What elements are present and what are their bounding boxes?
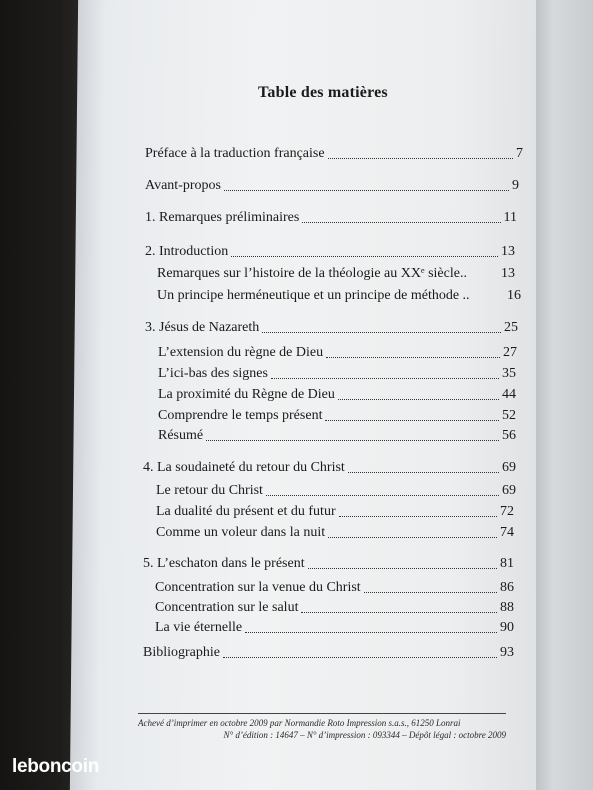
- toc-entry-label: Concentration sur la venue du Christ: [155, 580, 361, 595]
- toc-entry-label: 2. Introduction: [145, 244, 229, 259]
- dot-leader: [308, 567, 497, 569]
- dot-leader: [364, 591, 497, 593]
- dot-leader: [338, 398, 499, 400]
- toc-entry-page: 7: [516, 146, 523, 161]
- dot-leader: [328, 536, 497, 538]
- toc-entry: [158, 345, 517, 361]
- dot-leader: [262, 331, 501, 333]
- leboncoin-watermark: leboncoin: [12, 756, 100, 777]
- dot-leader: [271, 377, 499, 379]
- toc-entry: [156, 483, 516, 499]
- colophon-line-1: Achevé d’imprimer en octobre 2009 par Normandie Roto Impression s.a.s., 61250 Lonrai: [138, 718, 461, 728]
- toc-entry-page: 90: [500, 620, 514, 635]
- dot-leader: [325, 419, 499, 421]
- toc-entry-label: L’ici-bas des signes: [158, 366, 268, 381]
- toc-entry: [158, 428, 516, 444]
- toc-entry-label: Préface à la traduction française: [145, 146, 325, 161]
- toc-entry-page: 13: [501, 266, 515, 281]
- toc-entry-page: 56: [502, 428, 516, 443]
- dot-leader: [348, 471, 499, 473]
- toc-entry-page: 69: [502, 483, 516, 498]
- toc-entry: [145, 146, 523, 162]
- toc-entry-page: 52: [502, 408, 516, 423]
- dot-leader: [206, 439, 499, 441]
- toc-entry-page: 88: [500, 600, 514, 615]
- toc-entry-page: 86: [500, 580, 514, 595]
- toc-entry-label: Concentration sur le salut: [155, 600, 299, 615]
- toc-entry-page: 44: [502, 387, 516, 402]
- toc-entry: [145, 320, 518, 336]
- toc-entry-label: Remarques sur l’histoire de la théologie au XXᵉ siècle..: [157, 266, 467, 281]
- toc-entry-page: 35: [502, 366, 516, 381]
- toc-entry-label: La vie éternelle: [155, 620, 243, 635]
- dot-leader: [328, 157, 513, 159]
- dot-leader: [302, 221, 500, 223]
- toc-entry-label: Un principe herméneutique et un principe de méthode ..: [157, 288, 470, 303]
- dot-leader: [224, 189, 509, 191]
- toc-entry-page: 16: [507, 288, 521, 303]
- toc-entry-label: Avant-propos: [145, 178, 221, 193]
- toc-entry: [158, 366, 516, 382]
- toc-entry-page: 13: [501, 244, 515, 259]
- toc-entry-label: L’extension du règne de Dieu: [158, 345, 324, 360]
- toc-entry: [158, 387, 516, 403]
- toc-entry: [145, 244, 515, 260]
- toc-entry-label: 1. Remarques préliminaires: [145, 210, 300, 225]
- dot-leader: [473, 300, 504, 301]
- dot-leader: [231, 255, 498, 257]
- toc-entry-label: La proximité du Règne de Dieu: [158, 387, 335, 402]
- toc-entry-label: 3. Jésus de Nazareth: [145, 320, 260, 335]
- dot-leader: [470, 278, 498, 279]
- toc-entry: [157, 288, 521, 304]
- dot-leader: [326, 356, 500, 358]
- toc-entry: [155, 620, 514, 636]
- dot-leader: [245, 631, 497, 633]
- toc-entry-page: 72: [500, 504, 514, 519]
- toc-entry-page: 9: [512, 178, 519, 193]
- dot-leader: [339, 515, 497, 517]
- toc-entry-label: 4. La soudaineté du retour du Christ: [143, 460, 345, 475]
- toc-entry: [143, 556, 514, 572]
- toc-entry-page: 93: [500, 645, 514, 660]
- toc-title: Table des matières: [258, 84, 388, 101]
- toc-entry-page: 25: [504, 320, 518, 335]
- toc-entry-page: 69: [502, 460, 516, 475]
- toc-entry-label: Bibliographie: [143, 645, 220, 660]
- toc-entry: [155, 580, 514, 596]
- toc-entry-label: Le retour du Christ: [156, 483, 263, 498]
- toc-entry-label: Résumé: [158, 428, 204, 443]
- toc-entry-label: Comprendre le temps présent: [158, 408, 323, 423]
- toc-entry: [145, 178, 519, 194]
- toc-entry-label: La dualité du présent et du futur: [156, 504, 336, 519]
- toc-entry: [158, 408, 516, 424]
- toc-entry: [155, 600, 514, 616]
- next-page-edge: [536, 0, 593, 790]
- toc-entry: [157, 266, 515, 282]
- toc-entry: [145, 210, 517, 226]
- toc-entry-page: 11: [503, 210, 517, 225]
- dot-leader: [223, 656, 497, 658]
- dot-leader: [266, 494, 499, 496]
- toc-entry: [156, 504, 514, 520]
- toc-entry-page: 27: [503, 345, 517, 360]
- printer-colophon: [138, 713, 506, 741]
- toc-entry: [156, 525, 514, 541]
- colophon-line-2: N° d’édition : 14647 – N° d’impression : 093344 – Dépôt légal : octobre 2009: [223, 730, 506, 740]
- toc-entry-page: 74: [500, 525, 514, 540]
- toc-entry-label: Comme un voleur dans la nuit: [156, 525, 326, 540]
- toc-entry-label: 5. L’eschaton dans le présent: [143, 556, 305, 571]
- toc-entry: [143, 460, 516, 476]
- toc-entry-page: 81: [500, 556, 514, 571]
- toc-entry: [143, 645, 514, 661]
- dot-leader: [301, 611, 497, 613]
